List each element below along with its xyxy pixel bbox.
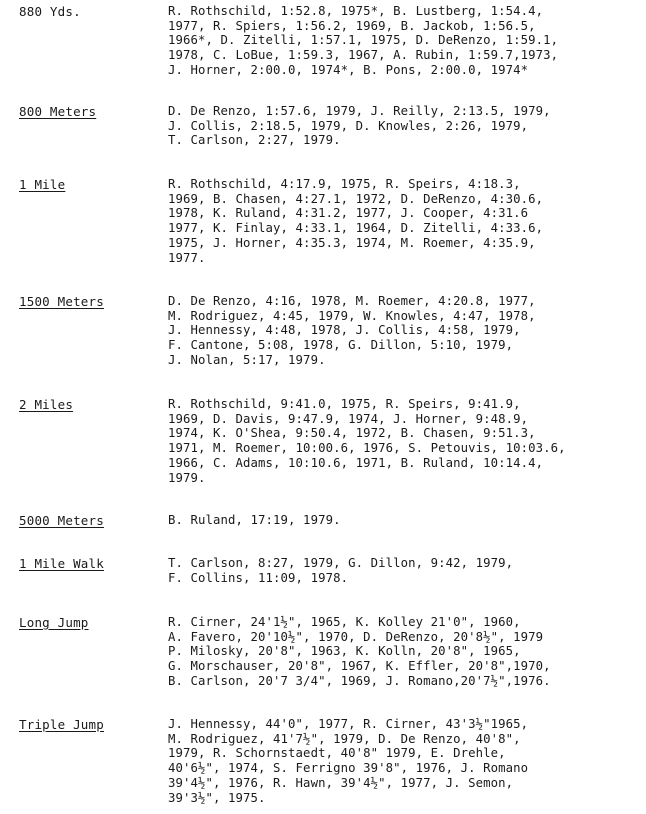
event-label: Triple Jump [19, 717, 104, 732]
event-label: 1500 Meters [19, 294, 104, 309]
event-records: B. Ruland, 17:19, 1979. [168, 513, 341, 527]
event-label: 5000 Meters [19, 513, 104, 528]
event-records: D. De Renzo, 4:16, 1978, M. Roemer, 4:20.8, 1977, M. Rodriguez, 4:45, 1979, W. Knowles, 4:47, 1978, J. Hennessy, 4:48, 1978, J. Collis, 4:58, 1979, F. Cantone, 5:08, 1978, G. Dillon, 5:10, 1979, J. Nolan, 5:17, 1979. [168, 294, 536, 367]
event-records: T. Carlson, 8:27, 1979, G. Dillon, 9:42, 1979, F. Collins, 11:09, 1978. [168, 556, 514, 585]
event-label: 1 Mile Walk [19, 556, 104, 571]
event-records: R. Cirner, 24'1½", 1965, K. Kolley 21'0", 1960, A. Favero, 20'10½", 1970, D. DeRenzo, 20'8½", 1979 P. Milosky, 20'8", 1963, K. Kolln, 20'8", 1965, G. Morschauser, 20'8", 1967, K. Effler, 20'8",1970, B. Carlson, 20'7 3/4", 1969, J. Romano,20'7½",1976. [168, 615, 551, 688]
event-records: R. Rothschild, 4:17.9, 1975, R. Speirs, 4:18.3, 1969, B. Chasen, 4:27.1, 1972, D. DeRenzo, 4:30.6, 1978, K. Ruland, 4:31.2, 1977, J. Cooper, 4:31.6 1977, K. Finlay, 4:33.1, 1964, D. Zitelli, 4:33.6, 1975, J. Horner, 4:35.3, 1974, M. Roemer, 4:35.9, 1977. [168, 177, 544, 265]
event-records: D. De Renzo, 1:57.6, 1979, J. Reilly, 2:13.5, 1979, J. Collis, 2:18.5, 1979, D. Knowles, 2:26, 1979, T. Carlson, 2:27, 1979. [168, 104, 551, 148]
event-label: 1 Mile [19, 177, 66, 192]
event-label: 800 Meters [19, 104, 97, 119]
event-records: R. Rothschild, 1:52.8, 1975*, B. Lustberg, 1:54.4, 1977, R. Spiers, 1:56.2, 1969, B. Jackob, 1:56.5, 1966*, D. Zitelli, 1:57.1, 1975, D. DeRenzo, 1:59.1, 1978, C. LoBue, 1:59.3, 1967, A. Rubin, 1:59.7,1973, J. Horner, 2:00.0, 1974*, B. Pons, 2:00.0, 1974* [168, 4, 559, 77]
event-label: 2 Miles [19, 397, 74, 412]
event-records: J. Hennessy, 44'0", 1977, R. Cirner, 43'3½"1965, M. Rodriguez, 41'7½", 1979, D. De Renzo, 40'8", 1979, R. Schornstaedt, 40'8" 1979, E. Drehle, 40'6½", 1974, S. Ferrigno 39'8", 1976, J. Romano 39'4½", 1976, R. Hawn, 39'4½", 1977, J. Semon, 39'3½", 1975. [168, 717, 529, 805]
event-label: Long Jump [19, 615, 89, 630]
event-label: 880 Yds. [19, 4, 81, 19]
event-records: R. Rothschild, 9:41.0, 1975, R. Speirs, 9:41.9, 1969, D. Davis, 9:47.9, 1974, J. Horner, 9:48.9, 1974, K. O'Shea, 9:50.4, 1972, B. Chasen, 9:51.3, 1971, M. Roemer, 10:00.6, 1976, S. Petouvis, 10:03.6, 1966, C. Adams, 10:10.6, 1971, B. Ruland, 10:14.4, 1979. [168, 397, 566, 485]
